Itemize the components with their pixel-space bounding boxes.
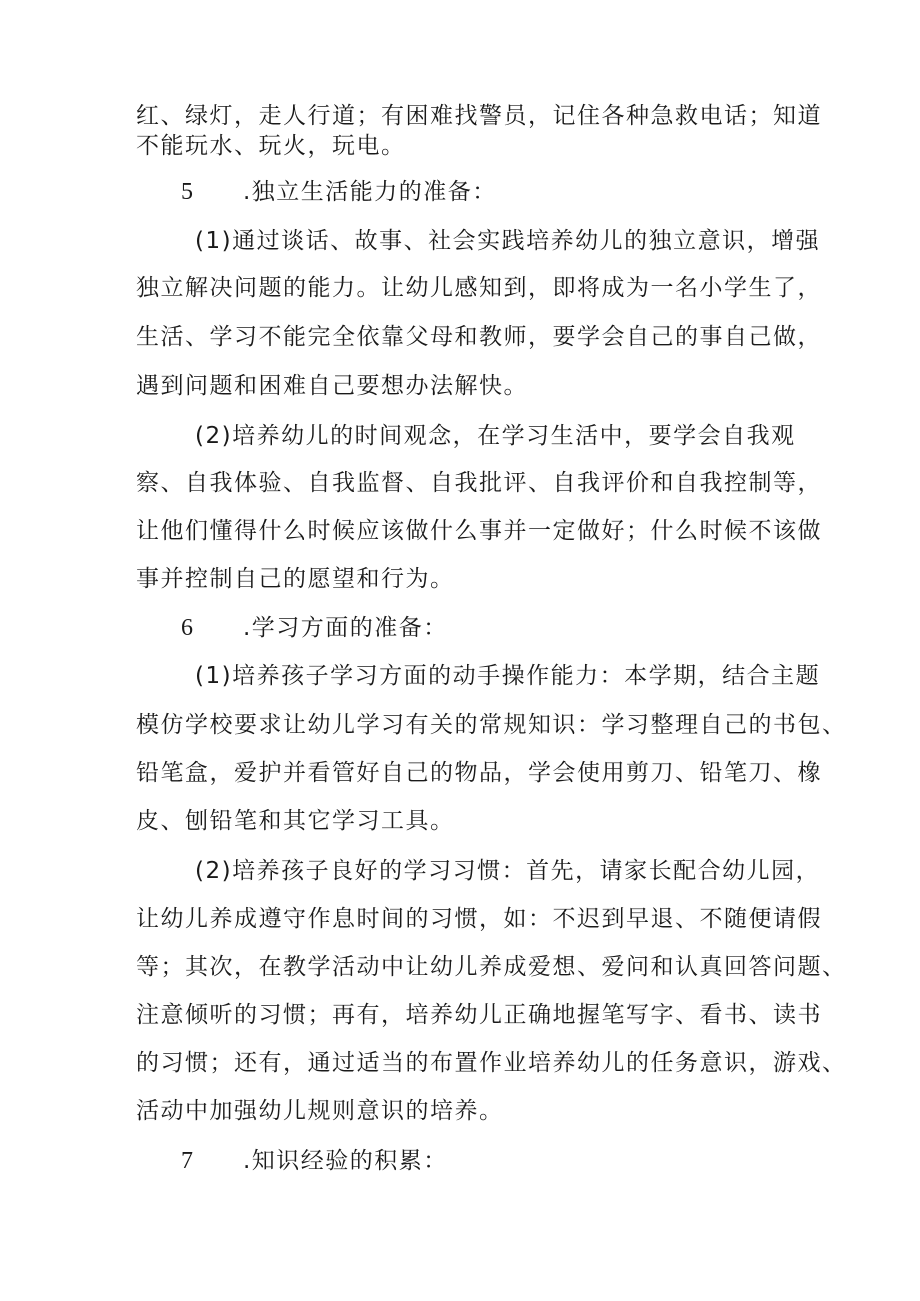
paragraph-line: 让他们懂得什么时候应该做什么事并一定做好；什么时候不该做 (136, 518, 822, 544)
paragraph-line: (2)培养幼儿的时间观念，在学习生活中，要学会自我观 (195, 423, 796, 449)
paragraph-line: 事并控制自己的愿望和行为。 (136, 566, 455, 592)
paragraph-line: (2)培养孩子良好的学习习惯：首先，请家长配合幼儿园， (195, 858, 821, 884)
paragraph-line: 不能玩水、玩火，玩电。 (136, 133, 406, 159)
paragraph-line: (1)通过谈话、故事、社会实践培养幼儿的独立意识，增强 (195, 228, 821, 254)
section-number: 6 (181, 615, 193, 641)
paragraph-line: 注意倾听的习惯；再有，培养幼儿正确地握笔写字、看书、读书 (136, 1002, 822, 1028)
paragraph-line: 模仿学校要求让幼儿学习有关的常规知识：学习整理自己的书包、 (136, 712, 847, 738)
paragraph-line: 等；其次，在教学活动中让幼儿养成爱想、爱问和认真回答问题、 (136, 954, 847, 980)
paragraph-line: 皮、刨铅笔和其它学习工具。 (136, 808, 455, 834)
paragraph-line: 让幼儿养成遵守作息时间的习惯，如：不迟到早退、不随便请假 (136, 906, 822, 932)
paragraph-line: 铅笔盒，爱护并看管好自己的物品，学会使用剪刀、铅笔刀、橡 (136, 760, 822, 786)
paragraph-line: 生活、学习不能完全依靠父母和教师，要学会自己的事自己做， (136, 324, 822, 350)
paragraph-line: 遇到问题和困难自己要想办法解快。 (136, 373, 528, 399)
paragraph-line: (1)培养孩子学习方面的动手操作能力：本学期，结合主题 (195, 663, 821, 689)
paragraph-line: 活动中加强幼儿规则意识的培养。 (136, 1098, 504, 1124)
section-title: .学习方面的准备： (243, 615, 448, 641)
section-number: 7 (181, 1148, 193, 1174)
paragraph-line: 察、自我体验、自我监督、自我批评、自我评价和自我控制等， (136, 470, 822, 496)
paragraph-line: 的习惯；还有，通过适当的布置作业培养幼儿的任务意识，游戏、 (136, 1050, 847, 1076)
section-number: 5 (181, 179, 193, 205)
section-title: .独立生活能力的准备： (243, 179, 497, 205)
section-title: .知识经验的积累： (243, 1148, 448, 1174)
paragraph-line: 独立解决问题的能力。让幼儿感知到，即将成为一名小学生了， (136, 275, 822, 301)
paragraph-line: 红、绿灯，走人行道；有困难找警员，记住各种急救电话；知道 (136, 103, 822, 129)
